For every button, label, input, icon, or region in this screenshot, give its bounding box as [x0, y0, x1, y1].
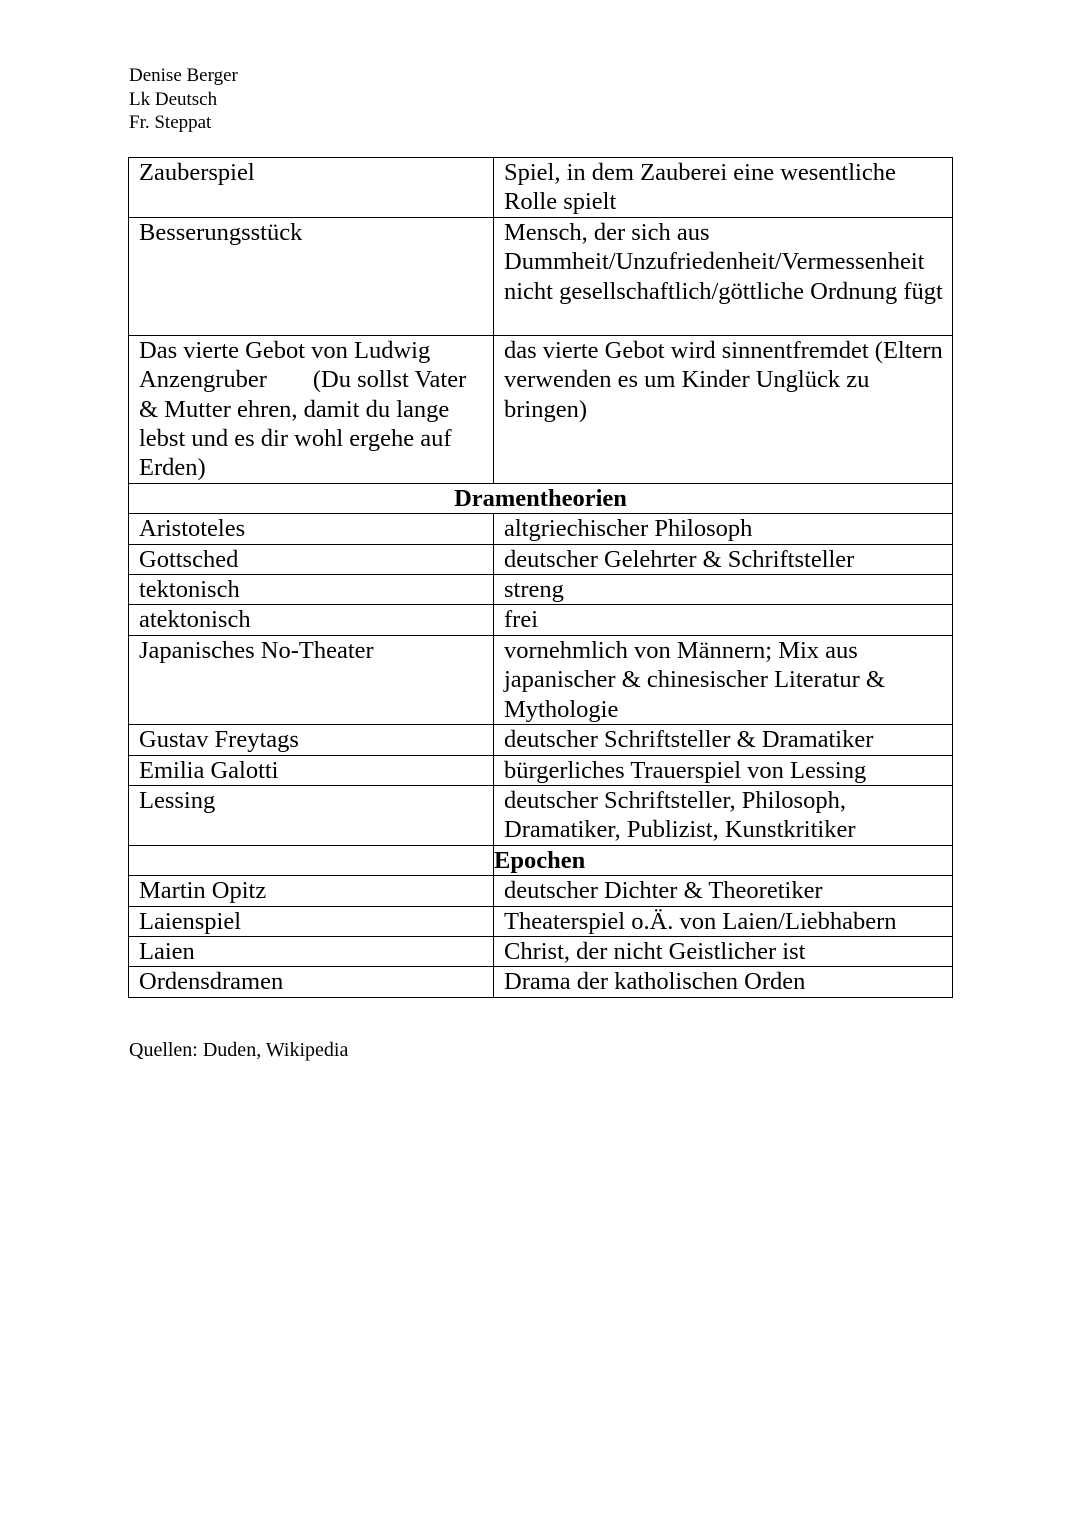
- table-row: [129, 876, 953, 906]
- table-row: [129, 635, 953, 724]
- definition-cell: Christ, der nicht Geistlicher ist: [494, 936, 953, 966]
- teacher-name: Fr. Steppat: [129, 112, 212, 133]
- table-row: [129, 906, 953, 936]
- term-line: (Du sollst: [312, 366, 409, 394]
- empty-cell: [129, 845, 494, 875]
- table-row: [129, 514, 953, 544]
- table-row: [129, 575, 953, 605]
- sources-note: Quellen: Duden, Wikipedia: [129, 1039, 349, 1061]
- definition-cell: bürgerliches Trauerspiel von Lessing: [494, 755, 953, 785]
- definition-cell: vornehmlich von Männern; Mix aus japanischer & chinesischer Literatur & Mythologie: [494, 635, 953, 724]
- glossary-table: [128, 157, 953, 998]
- term-cell: Laien: [129, 936, 494, 966]
- section-heading: Dramentheorien: [129, 483, 953, 513]
- term-cell: Lessing: [129, 785, 494, 845]
- table-row: [129, 755, 953, 785]
- table-row: [129, 605, 953, 635]
- term-cell: Aristoteles: [129, 514, 494, 544]
- course-name: Lk Deutsch: [129, 88, 218, 110]
- table-row: [129, 785, 953, 845]
- definition-cell: deutscher Schriftsteller, Philosoph, Dramatiker, Publizist, Kunstkritiker: [494, 785, 953, 845]
- term-cell: Martin Opitz: [129, 876, 494, 906]
- term-line: Anzengruber: [139, 366, 267, 394]
- author-name: Denise Berger: [129, 65, 238, 86]
- definition-cell: frei: [494, 605, 953, 635]
- definition-cell: das vierte Gebot wird sinnentfremdet (Eltern verwenden es um Kinder Unglück zu bringen): [494, 335, 953, 483]
- table-row: [129, 725, 953, 755]
- definition-cell: altgriechischer Philosoph: [494, 514, 953, 544]
- definition-cell: deutscher Gelehrter & Schriftsteller: [494, 544, 953, 574]
- term-cell: Zauberspiel: [129, 158, 494, 218]
- section-heading: Epochen: [494, 845, 953, 875]
- definition-cell: deutscher Dichter & Theoretiker: [494, 876, 953, 906]
- definition-cell: Mensch, der sich aus Dummheit/Unzufriedenheit/Vermessenheit nicht gesellschaftlich/göttliche Ordnung fügt: [494, 217, 953, 335]
- table-row: [129, 967, 953, 997]
- table-row: [129, 335, 953, 483]
- table-row: [129, 217, 953, 335]
- definition-cell: Drama der katholischen Orden: [494, 967, 953, 997]
- table-row: [129, 158, 953, 218]
- term-cell: Gottsched: [129, 544, 494, 574]
- term-cell: [129, 335, 494, 483]
- table-row: [129, 544, 953, 574]
- term-cell: Japanisches No-Theater: [129, 635, 494, 724]
- term-cell: Gustav Freytags: [129, 725, 494, 755]
- term-cell: tektonisch: [129, 575, 494, 605]
- term-cell: atektonisch: [129, 605, 494, 635]
- term-cell: Emilia Galotti: [129, 755, 494, 785]
- term-cell: Ordensdramen: [129, 967, 494, 997]
- section-header-row: [129, 483, 953, 513]
- definition-cell: Spiel, in dem Zauberei eine wesentliche Rolle spielt: [494, 158, 953, 218]
- term-line: Das vierte Gebot von Ludwig: [139, 336, 431, 364]
- definition-cell: Theaterspiel o.Ä. von Laien/Liebhabern: [494, 906, 953, 936]
- term-line: Vater & Mutter ehren, damit du lange lebst und es dir wohl ergehe auf Erden): [139, 366, 467, 482]
- definition-cell: streng: [494, 575, 953, 605]
- section-header-row: [129, 845, 953, 875]
- term-cell: Laienspiel: [129, 906, 494, 936]
- definition-cell: deutscher Schriftsteller & Dramatiker: [494, 725, 953, 755]
- table-row: [129, 936, 953, 966]
- term-cell: Besserungsstück: [129, 217, 494, 335]
- document-header: [129, 64, 238, 135]
